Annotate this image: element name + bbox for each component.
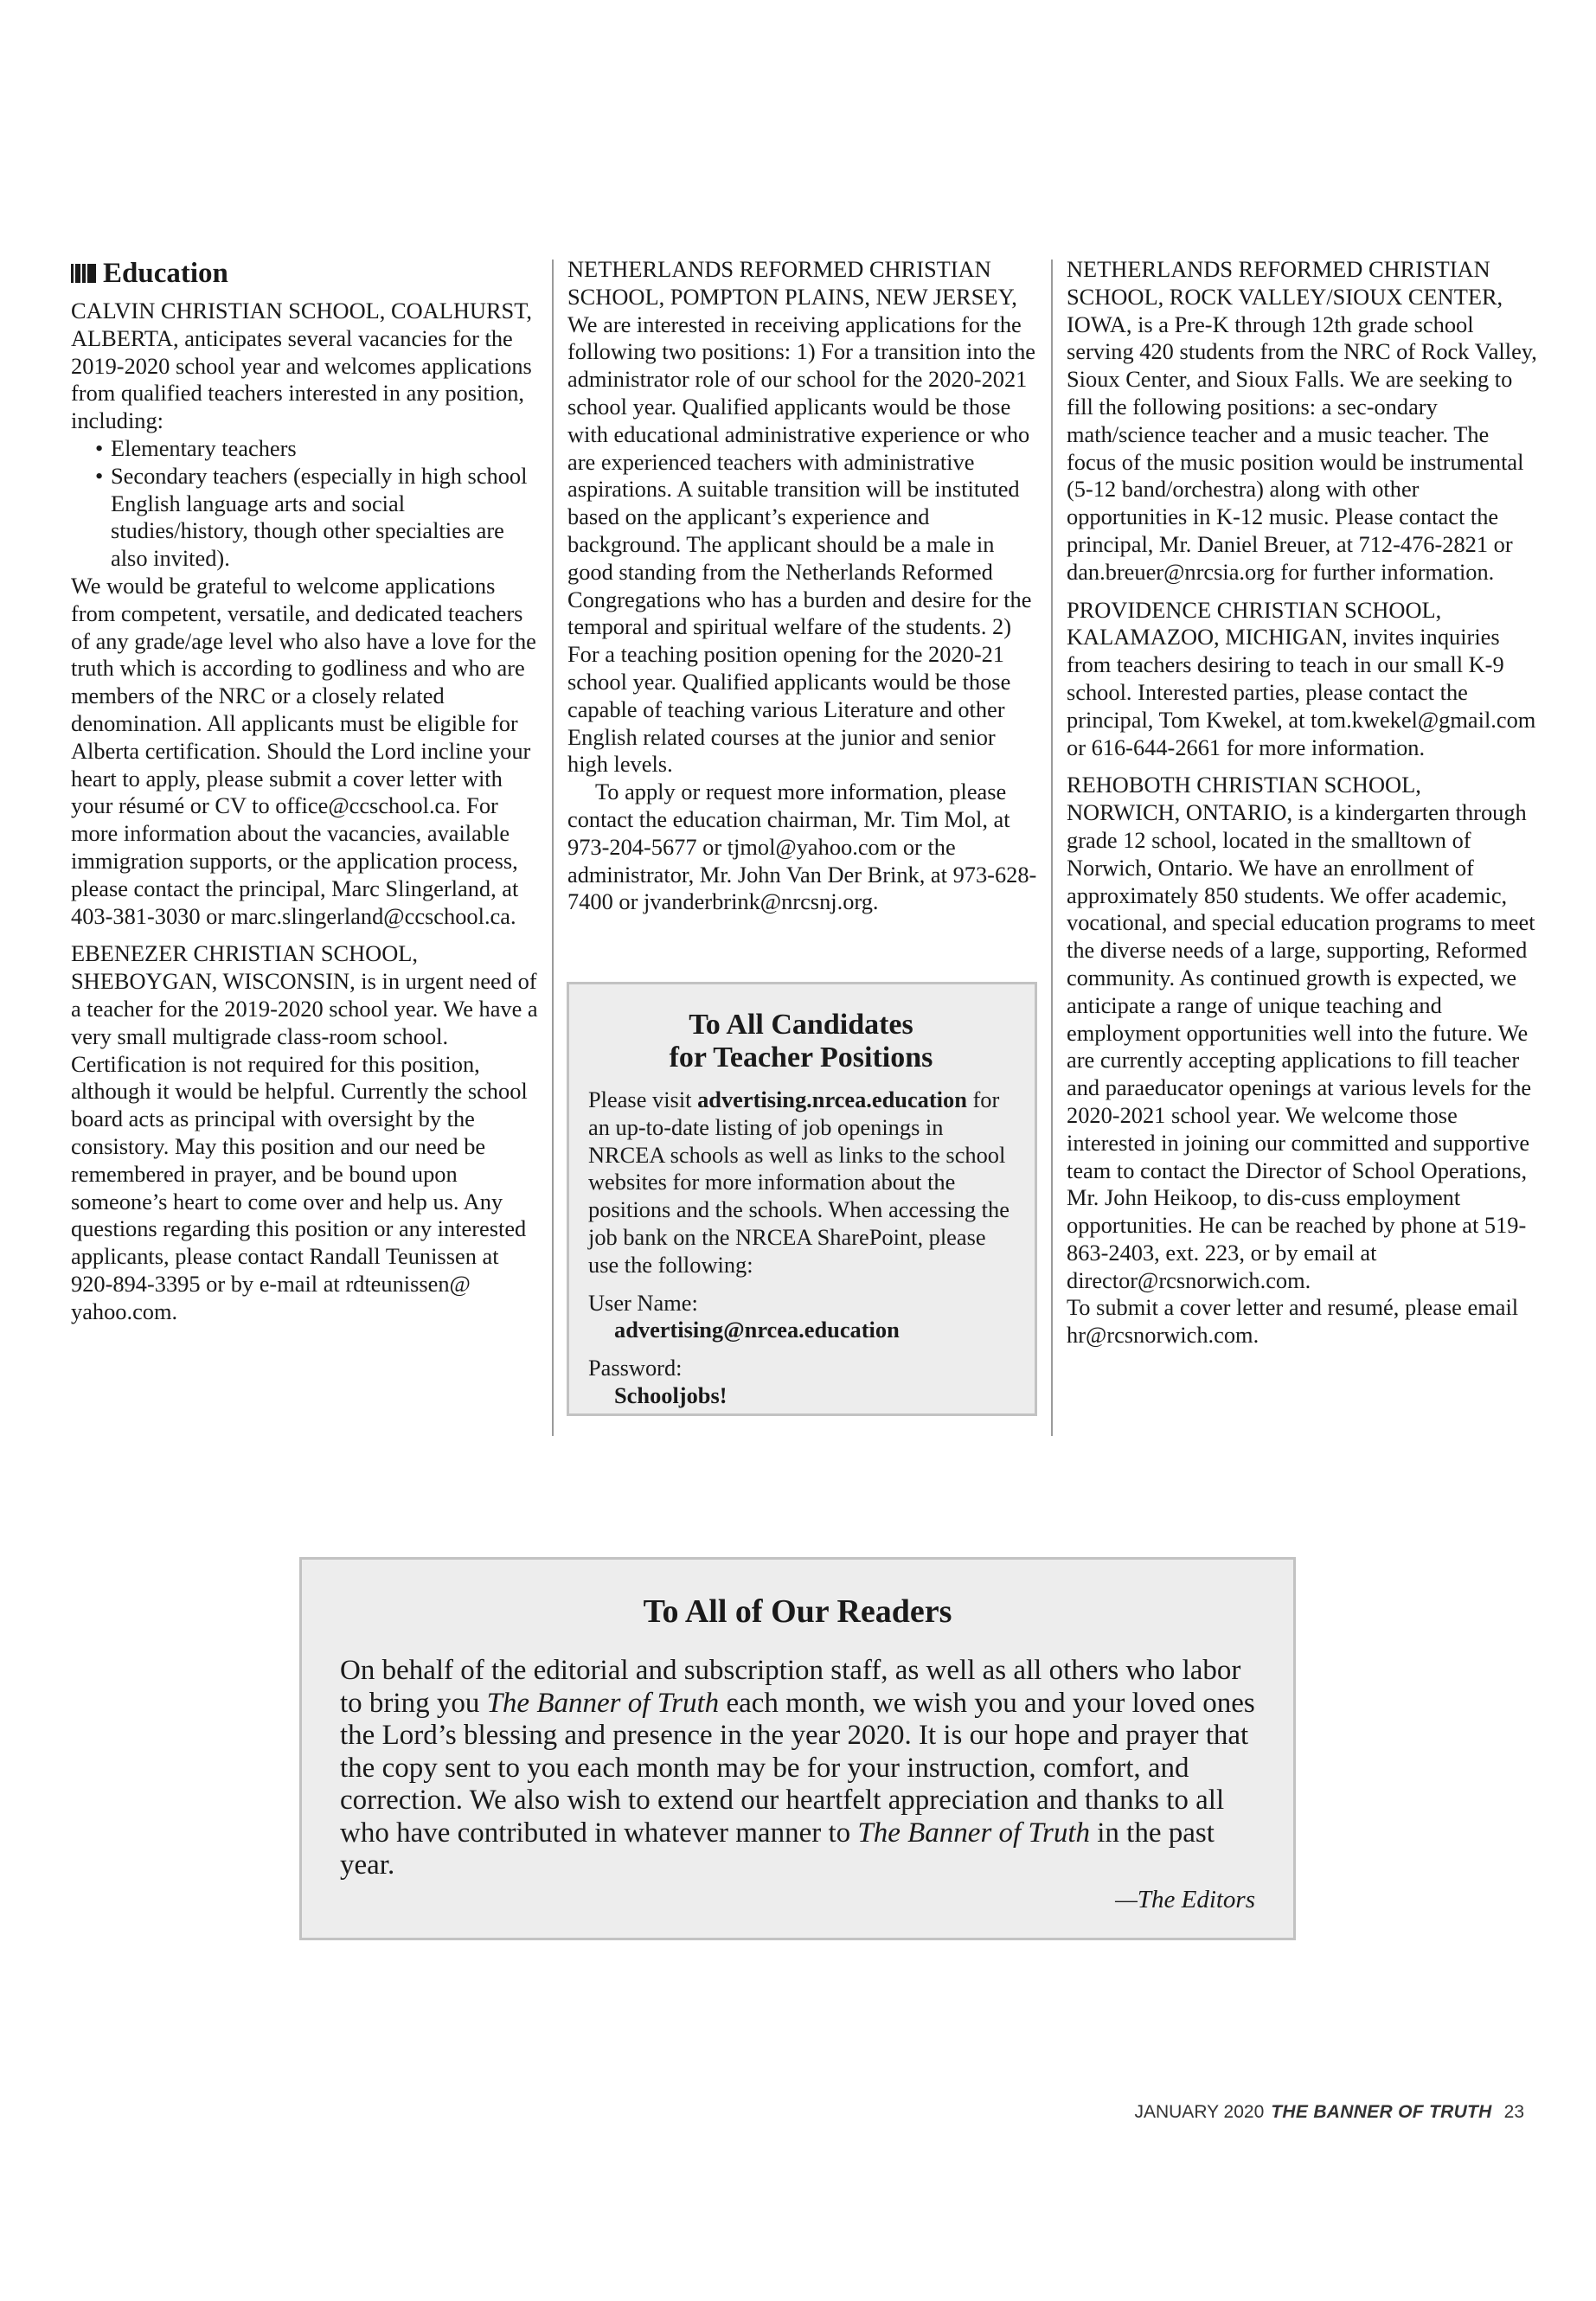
list-item: • Secondary teachers (especially in high school English language arts and social studies/history, though other specialties are also invited). — [111, 463, 538, 573]
school-name: NETHERLANDS REFORMED CHRISTIAN SCHOOL, ROCK VALLEY/SIOUX CENTER, IOWA, — [1067, 256, 1503, 337]
ad-netherlands-nj — [567, 256, 1040, 916]
box-body: On behalf of the editorial and subscription staff, as well as all others who labor to bring you The Banner of Truth each month, we wish you and your loved ones the Lord’s blessing and presence in the year 2020. It is our hope and prayer that the copy sent to you each month may be for your instruction, comfort, and correction. We also wish to extend our heartfelt appreciation and thanks to all who have contributed in whatever manner to The Banner of Truth in the past year. — [340, 1655, 1255, 1881]
ad-submit: To submit a cover letter and resumé, please email hr@rcsnorwich.com. — [1067, 1294, 1519, 1349]
username-value: advertising@nrcea.education — [614, 1317, 900, 1343]
job-bank-link[interactable]: advertising.nrcea.education — [697, 1086, 967, 1112]
ad-ebenezer — [71, 940, 538, 1325]
list-item: • Elementary teachers — [111, 435, 538, 463]
magazine-name: THE BANNER OF TRUTH — [1271, 2102, 1492, 2122]
page-number: 23 — [1503, 2102, 1524, 2122]
bookshelf-icon — [71, 264, 96, 283]
page-footer — [952, 2102, 1524, 2123]
school-name: NETHERLANDS REFORMED CHRISTIAN SCHOOL, POMPTON PLAINS, NEW JERSEY, — [567, 256, 1017, 310]
box-title: To All of Our Readers — [643, 1593, 952, 1630]
ad-text: NETHERLANDS REFORMED CHRISTIAN SCHOOL, ROCK VALLEY/SIOUX CENTER, IOWA, is a Pre-K through 12th grade school serving 420 students from the NRC of Rock Valley, Sioux Center, and Sioux Falls. We are seeking to fill the following positions: a sec-ondary math/science teacher and a music teacher. The focus of the music position would be instrumental (5-12 band/orchestra) along with other opportunities in K-12 music. Please contact the principal, Mr. Daniel Breuer, at 712-476-2821 or dan.breuer@nrcsia.org for further information. — [1067, 256, 1537, 585]
magazine-title: The Banner of Truth — [486, 1687, 720, 1719]
column-left — [71, 256, 538, 1325]
section-title: Education — [103, 258, 228, 289]
username-label: User Name: — [588, 1289, 698, 1316]
school-name: EBENEZER CHRISTIAN SCHOOL, SHEBOYGAN, WISCONSIN, — [71, 940, 418, 995]
readers-notice-box — [299, 1557, 1296, 1940]
ad-providence — [1067, 597, 1538, 762]
issue-date: JANUARY 2020 — [1134, 2102, 1265, 2122]
signature: —The Editors — [1115, 1885, 1255, 1913]
candidates-notice-box — [567, 982, 1037, 1416]
column-divider — [1051, 260, 1053, 1436]
ad-text: EBENEZER CHRISTIAN SCHOOL, SHEBOYGAN, WISCONSIN, is in urgent need of a teacher for the 2019-2020 school year. We have a very small multigrade class-room school. Certification is not required for this position, although it would be helpful. Currently the school board acts as principal with oversight by the consistory. May this position and our need be remembered in prayer, and be bound upon someone’s heart to come over and help us. Any questions regarding this position or any interested applicants, please contact Randall Teunissen at 920-894-3395 or by e-mail at rdteunissen@ yahoo.com. — [71, 940, 538, 1324]
password-value: Schooljobs! — [614, 1381, 727, 1408]
school-name: CALVIN CHRISTIAN SCHOOL, COALHURST, ALBERTA, — [71, 298, 532, 351]
school-name: PROVIDENCE CHRISTIAN SCHOOL, KALAMAZOO, MICHIGAN, — [1067, 596, 1442, 651]
password-label: Password: — [588, 1355, 683, 1381]
ad-text: CALVIN CHRISTIAN SCHOOL, COALHURST, ALBERTA, anticipates several vacancies for the 2019-2020 school year and welcomes applications from qualified teachers interested in any position, including: — [71, 298, 532, 434]
box-title: To All Candidates for Teacher Positions — [669, 1009, 933, 1074]
ad-rehoboth — [1067, 772, 1538, 1349]
section-heading — [71, 256, 538, 291]
ad-calvin — [71, 298, 538, 930]
position-list — [71, 435, 538, 573]
ad-body: We would be grateful to welcome applications from competent, versatile, and dedicated teachers of any grade/age level who also have a love for the truth which is according to godliness and who are members of the NRC or a closely related denomination. All applicants must be eligible for Alberta certification. Should the Lord incline your heart to apply, please submit a cover letter with your résumé or CV to office@ccschool.ca. For more information about the vacancies, available immigration supports, or the application process, please contact the principal, Marc Slingerland, at 403-381-3030 or marc.slingerland@ccschool.ca. — [71, 572, 536, 929]
ad-text: PROVIDENCE CHRISTIAN SCHOOL, KALAMAZOO, MICHIGAN, invites inquiries from teachers desiring to teach in our small K-9 school. Interested parties, please contact the principal, Tom Kwekel, at tom.kwekel@gmail.com or 616-644-2661 for more information. — [1067, 596, 1536, 760]
box-body: Please visit advertising.nrcea.education for an up-to-date listing of job openings in NRCEA schools as well as links to the school websites for more information about the positions and the schools. When accessing the job bank on the NRCEA SharePoint, please use the following: User Name: advertising@nrcea.education Password: Schooljobs! — [588, 1086, 1014, 1410]
ad-netherlands-ia — [1067, 256, 1538, 586]
column-divider — [552, 260, 554, 1436]
ad-text: NETHERLANDS REFORMED CHRISTIAN SCHOOL, POMPTON PLAINS, NEW JERSEY, We are interested in receiving applications for the following two positions: 1) For a transition into the administrator role of our school for the 2020-2021 school year. Qualified applicants would be those with educational administrative experience or who are experienced teachers with administrative aspirations. A suitable transition will be instituted based on the applicant’s experience and background. The applicant should be a male in good standing from the Netherlands Reformed Congregations who has a burden and desire for the temporal and spiritual welfare of the students. 2) For a teaching position opening for the 2020-21 school year. Qualified applicants would be those capable of teaching various Literature and other English related courses at the junior and senior high levels. — [567, 256, 1035, 778]
magazine-title: The Banner of Truth — [857, 1817, 1090, 1849]
column-right — [1067, 256, 1538, 1349]
school-name: REHOBOTH CHRISTIAN SCHOOL, NORWICH, ONTARIO, — [1067, 772, 1421, 826]
ad-text: REHOBOTH CHRISTIAN SCHOOL, NORWICH, ONTARIO, is a kindergarten through grade 12 school, located in the smalltown of Norwich, Ontario. We have an enrollment of approximately 850 students. We offer academic, vocational, and special education programs to meet the diverse needs of a large, supporting, Reformed community. As continued growth is expected, we anticipate a range of unique teaching and employment opportunities well into the future. We are currently accepting applications to fill teacher and paraeducator openings at various levels for the 2020-2021 school year. We welcome those interested in joining our committed and supportive team to contact the Director of School Operations, Mr. John Heikoop, to dis-cuss employment opportunities. He can be reached by phone at 519-863-2403, ext. 223, or by email at director@rcsnorwich.com. — [1067, 772, 1535, 1293]
column-middle — [567, 256, 1040, 916]
ad-contact: To apply or request more information, please contact the education chairman, Mr. Tim Mol, at 973-204-5677 or tjmol@yahoo.com or the administrator, Mr. John Van Der Brink, at 973-628-7400 or jvanderbrink@nrcsnj.org. — [567, 779, 1037, 915]
